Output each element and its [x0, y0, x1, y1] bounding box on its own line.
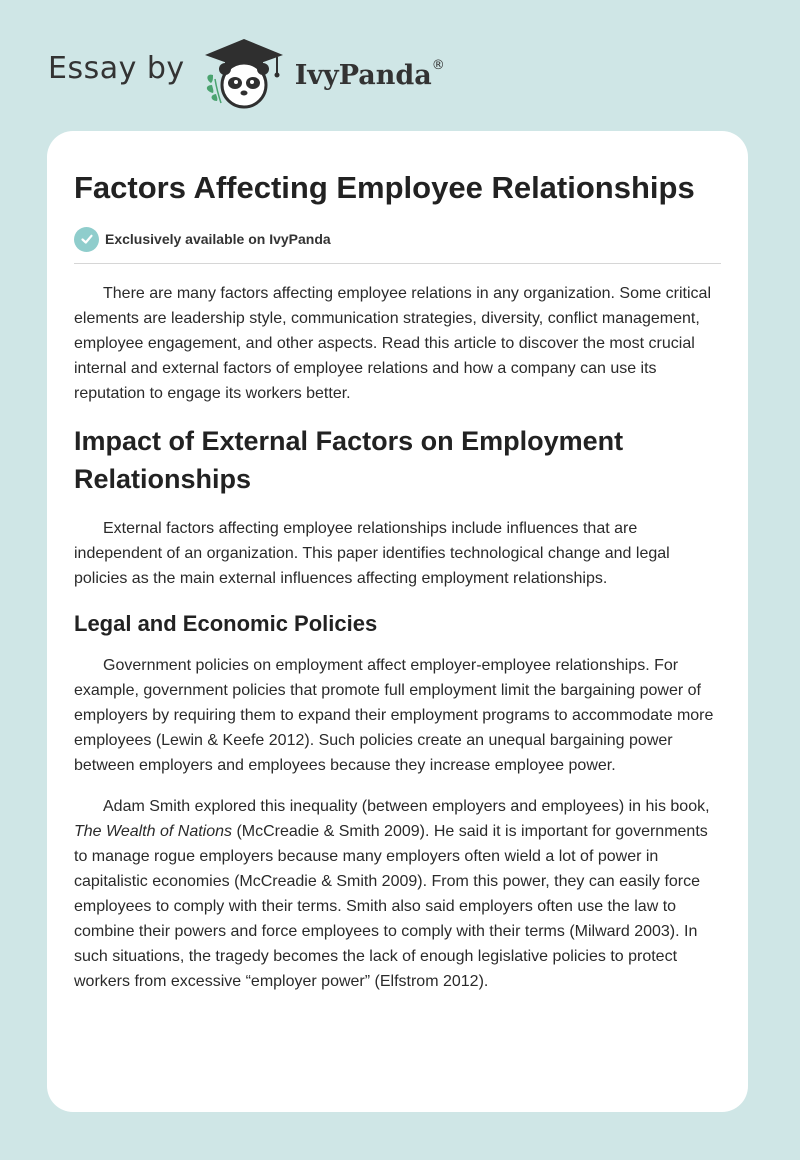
adam-smith-paragraph [74, 794, 721, 994]
article-title: Factors Affecting Employee Relationships [74, 170, 695, 205]
registered-mark: ® [431, 57, 445, 73]
brand-name[interactable]: IvyPanda® [294, 57, 445, 91]
external-factors-paragraph: External factors affecting employee relationships include influences that are independent of an organization. This paper identifies technological change and legal policies as the main external influences affecting employment relationships. [74, 520, 670, 587]
section-heading-external: Impact of External Factors on Employment Relationships [74, 426, 624, 494]
government-policies-paragraph: Government policies on employment affect employer-employee relationships. For example, government policies that promote full employment limit the bargaining power of employers by requiring them to expand their employment programs to accommodate more employees (Lewin & Keefe 2012). Such policies create an unequal bargaining power between employers and employees because they increase employee power. [74, 657, 714, 774]
article-card [47, 131, 748, 1112]
adam-smith-text-start: Adam Smith explored this inequality (between employers and employees) in his book, [103, 798, 710, 815]
site-header [48, 34, 528, 114]
check-icon [74, 227, 99, 252]
subsection-heading-legal: Legal and Economic Policies [74, 611, 378, 636]
book-title: The Wealth of Nations [74, 823, 233, 840]
adam-smith-text-end: (McCreadie & Smith 2009). He said it is important for governments to manage rogue employers because many employers often wield a lot of power in capitalistic economies (McCreadie & Smith 2009). From this power, they can easily force employees to comply with their terms. Smith also said employers often use the law to combine their powers and force employees to comply with their terms (Milward 2003). In such situations, the tragedy becomes the lack of enough legislative policies to protect workers from excessive “employer power” (Elfstrom 2012). [74, 823, 708, 990]
intro-paragraph: There are many factors affecting employee relations in any organization. Some critical elements are leadership style, communication strategies, diversity, conflict management, employee engagement, and other aspects. Read this article to discover the most crucial internal and external factors of employee relations and how a company can use its reputation to engage its workers better. [74, 285, 712, 402]
exclusive-badge [74, 226, 721, 252]
divider [74, 263, 721, 264]
panda-graduate-icon[interactable] [201, 35, 287, 114]
exclusive-badge-text: Exclusively available on IvyPanda [105, 231, 331, 247]
essay-by-label: Essay by [48, 50, 185, 86]
